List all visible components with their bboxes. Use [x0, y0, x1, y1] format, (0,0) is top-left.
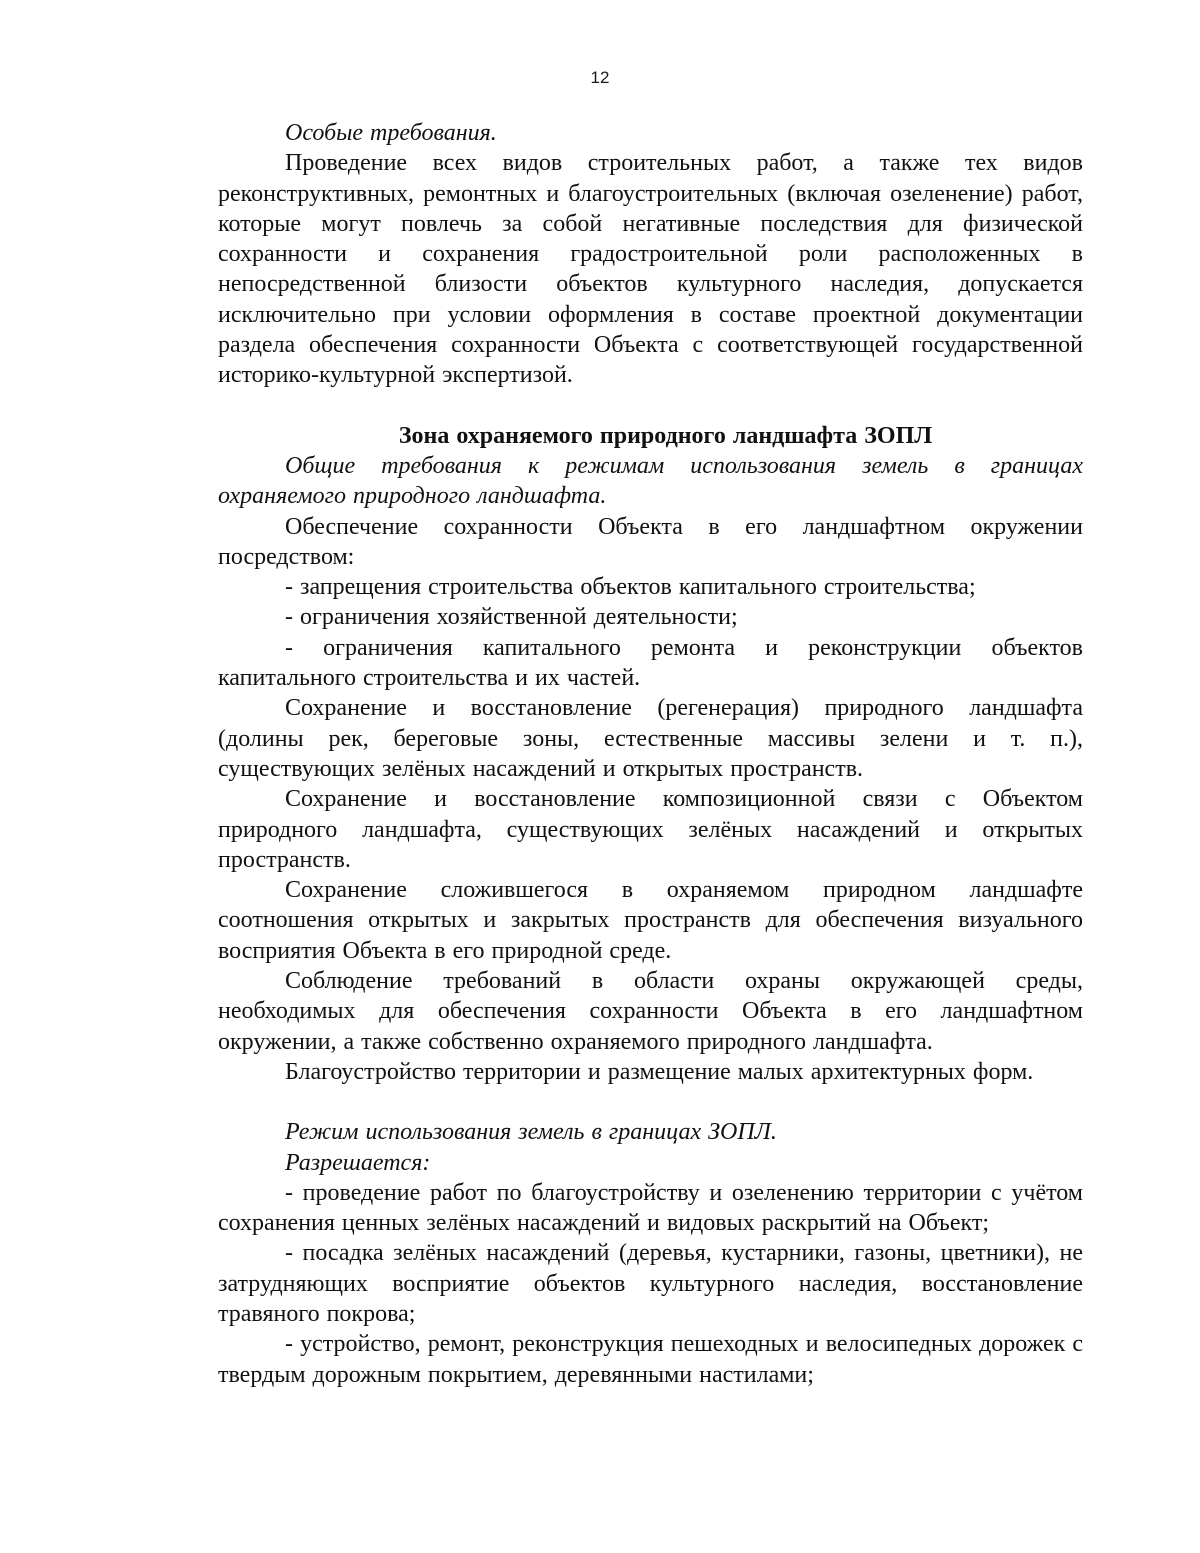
- document-body: [218, 118, 1083, 1390]
- paragraph: Сохранение и восстановление композиционной связи с Объектом природного ландшафта, существующих зелёных насаждений и открытых пространств.: [218, 786, 1083, 873]
- paragraph: Сохранение сложившегося в охраняемом природном ландшафте соотношения открытых и закрытых пространств для обеспечения визуального восприятия Объекта в его природной среде.: [218, 877, 1083, 964]
- page-number: 12: [590, 68, 610, 87]
- paragraph: Обеспечение сохранности Объекта в его ландшафтном окружении посредством:: [218, 513, 1083, 570]
- allowed-label: Разрешается:: [285, 1149, 431, 1176]
- spacer: [218, 1087, 1083, 1117]
- list-item: - запрещения строительства объектов капитального строительства;: [285, 574, 976, 601]
- special-requirements-heading: Особые требования.: [285, 120, 497, 146]
- list-item: - ограничения капитального ремонта и реконструкции объектов капитального строительства и их частей.: [218, 634, 1083, 692]
- section-subtitle: Общие требования к режимам использования земель в границах охраняемого природного ландшафта.: [218, 452, 1083, 510]
- paragraph: Сохранение и восстановление (регенерация) природного ландшафта (долины рек, береговые зоны, естественные массивы зелени и т. п.), существующих зелёных насаждений и открытых пространств.: [218, 695, 1083, 782]
- paragraph: Благоустройство территории и размещение малых архитектурных форм.: [285, 1058, 1034, 1085]
- paragraph: Проведение всех видов строительных работ, а также тех видов реконструктивных, ремонтных и благоустроительных (включая озеленение) работ, которые могут повлечь за собой негативные последствия для физической сохранности и сохранения градостроительной роли расположенных в непосредственной близости объектов культурного наследия, допускается исключительно при условии оформления в составе проектной документации раздела обеспечения сохранности Объекта с соответствующей государственной историко-культурной экспертизой.: [218, 150, 1083, 389]
- list-item: - устройство, ремонт, реконструкция пешеходных и велосипедных дорожек с твердым дорожным покрытием, деревянными настилами;: [218, 1331, 1083, 1388]
- section-title: Зона охраняемого природного ландшафта ЗОПЛ: [398, 422, 933, 449]
- list-item: - проведение работ по благоустройству и озеленению территории с учётом сохранения ценных зелёных насаждений и видовых раскрытий на Объект;: [218, 1179, 1083, 1237]
- land-use-regime-heading: Режим использования земель в границах ЗОПЛ.: [285, 1119, 777, 1146]
- list-item: - посадка зелёных насаждений (деревья, кустарники, газоны, цветники), не затрудняющих восприятие объектов культурного наследия, восстановление травяного покрова;: [218, 1240, 1083, 1327]
- paragraph: Соблюдение требований в области охраны окружающей среды, необходимых для обеспечения сохранности Объекта в его ландшафтном окружении, а также собственно охраняемого природного ландшафта.: [218, 968, 1083, 1055]
- list-item: - ограничения хозяйственной деятельности;: [285, 604, 738, 631]
